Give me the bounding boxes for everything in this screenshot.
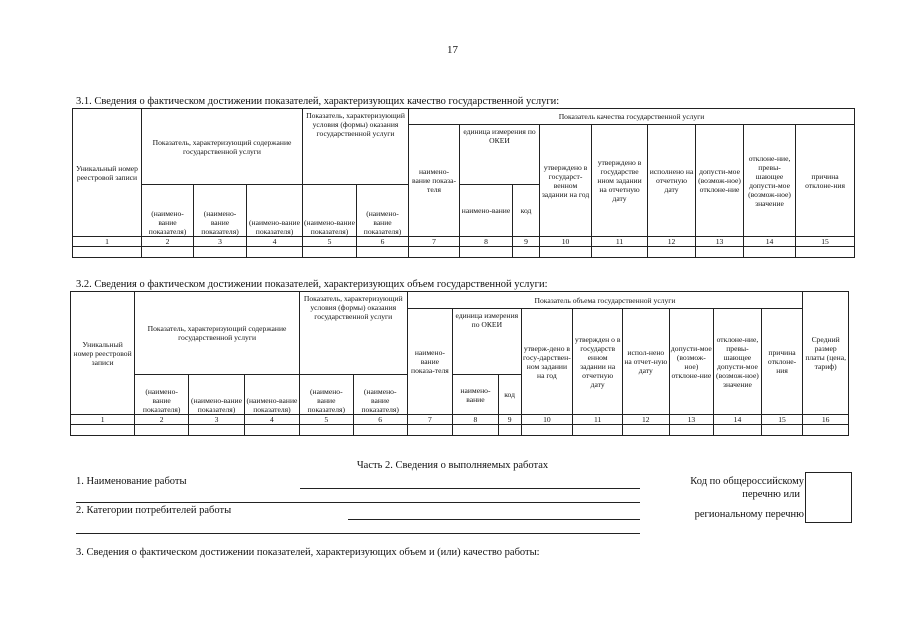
work-name-label: 1. Наименование работы: [76, 476, 187, 487]
conditions-indicator-header: Показатель, характеризующий условия (формы) оказания государственной услуги: [299, 292, 407, 375]
table-cell[interactable]: [761, 425, 803, 436]
content-indicator-header: Показатель, характеризующий содержание государственной услуги: [135, 292, 300, 375]
approved-date-header: утвержден о в государств енном задании на отчетную дату: [573, 309, 623, 415]
volume-group-header: Показатель объема государственной услуги: [407, 292, 803, 309]
table-cell[interactable]: [648, 247, 696, 258]
executed-header: исполнено на отчетную дату: [648, 125, 696, 237]
col-num: 16: [803, 415, 849, 425]
table-cell[interactable]: [744, 247, 796, 258]
col-num: 10: [540, 237, 592, 247]
col-num: 4: [244, 415, 299, 425]
table-cell[interactable]: [299, 425, 353, 436]
col-num: 1: [71, 415, 135, 425]
col-num: 6: [353, 415, 407, 425]
page-number: 17: [447, 44, 458, 56]
col-num: 2: [142, 237, 194, 247]
table-cell[interactable]: [803, 425, 849, 436]
allowed-deviation-header: допусти-мое (возмож-ное) отклоне-ние: [696, 125, 744, 237]
col-num: 3: [194, 237, 247, 247]
section-3-title: 3. Сведения о фактическом достижении показателей, характеризующих объем и (или) качество работы:: [76, 547, 540, 558]
work-name-line[interactable]: [300, 488, 640, 489]
table-cell[interactable]: [669, 425, 714, 436]
allowed-deviation-header: допусти-мое (возмож-ное) отклоне-ние: [669, 309, 714, 415]
col-num: 8: [453, 415, 499, 425]
table-cell[interactable]: [453, 425, 499, 436]
average-fee-header: Средний размер платы (цена, тариф): [803, 292, 849, 415]
indicator-name-sub-4: (наимено-вание показателя): [299, 375, 353, 415]
col-num: 13: [669, 415, 714, 425]
table-cell[interactable]: [521, 425, 573, 436]
col-num: 15: [796, 237, 855, 247]
exceed-deviation-header: отклоне-ние, превы-шающее допусти-мое (возмож-ное) значение: [714, 309, 762, 415]
table-cell[interactable]: [189, 425, 245, 436]
work-name-line-2[interactable]: [76, 502, 640, 503]
col-num: 4: [247, 237, 303, 247]
deviation-reason-header: причина отклоне-ния: [761, 309, 803, 415]
table-cell[interactable]: [460, 247, 513, 258]
table-cell[interactable]: [71, 425, 135, 436]
unit-name-header: наимено-вание: [460, 185, 513, 237]
approved-date-header: утверждено в государстве нном задании на отчетную дату: [592, 125, 648, 237]
unit-okei-header: единица измерения по ОКЕИ: [460, 125, 540, 185]
table-cell[interactable]: [357, 247, 409, 258]
data-row: [71, 425, 849, 436]
table-cell[interactable]: [407, 425, 453, 436]
column-numbers-row: [73, 237, 855, 247]
indicator-name-sub-4: (наимено-вание показателя): [303, 185, 357, 237]
col-num: 14: [714, 415, 762, 425]
unit-okei-header: единица измерения по ОКЕИ: [453, 309, 521, 375]
unique-number-header: Уникальный номер реестровой записи: [73, 109, 142, 237]
consumers-line[interactable]: [348, 519, 640, 520]
table-cell[interactable]: [573, 425, 623, 436]
consumers-label: 2. Категории потребителей работы: [76, 505, 232, 516]
quality-indicators-table: [72, 108, 855, 258]
col-num: 9: [498, 415, 521, 425]
indicator-name-header: наимено-вание показа-теля: [407, 309, 453, 415]
unique-number-header: Уникальный номер реестровой записи: [71, 292, 135, 415]
column-numbers-row: [71, 415, 849, 425]
indicator-name-sub-3: (наимено-вание показателя): [247, 185, 303, 237]
part-2-title: Часть 2. Сведения о выполняемых работах: [356, 460, 549, 471]
data-row: [73, 247, 855, 258]
col-num: 12: [623, 415, 670, 425]
code-label-line-3: региональному перечню: [694, 509, 804, 520]
table-cell[interactable]: [623, 425, 670, 436]
indicator-name-sub-1: (наимено-вание показателя): [142, 185, 194, 237]
table-cell[interactable]: [714, 425, 762, 436]
col-num: 2: [135, 415, 189, 425]
col-num: 11: [592, 237, 648, 247]
table-cell[interactable]: [142, 247, 194, 258]
col-num: 6: [357, 237, 409, 247]
deviation-reason-header: причина отклоне-ния: [796, 125, 855, 237]
col-num: 15: [761, 415, 803, 425]
table-cell[interactable]: [303, 247, 357, 258]
col-num: 5: [299, 415, 353, 425]
col-num: 9: [513, 237, 540, 247]
col-num: 14: [744, 237, 796, 247]
col-num: 12: [648, 237, 696, 247]
unit-code-header: код: [498, 375, 521, 415]
section-3-2-title: 3.2. Сведения о фактическом достижении показателей, характеризующих объем государственной услуги:: [76, 279, 548, 290]
col-num: 1: [73, 237, 142, 247]
volume-indicators-table: [70, 291, 849, 436]
col-num: 7: [407, 415, 453, 425]
col-num: 8: [460, 237, 513, 247]
col-num: 5: [303, 237, 357, 247]
indicator-name-sub-3: (наимено-вание показателя): [244, 375, 299, 415]
table-cell[interactable]: [696, 247, 744, 258]
table-cell[interactable]: [498, 425, 521, 436]
table-cell[interactable]: [592, 247, 648, 258]
executed-header: испол-нено на отчет-ную дату: [623, 309, 670, 415]
code-box[interactable]: [805, 472, 852, 523]
indicator-name-sub-5: (наимено-вание показателя): [357, 185, 409, 237]
table-cell[interactable]: [513, 247, 540, 258]
table-cell[interactable]: [194, 247, 247, 258]
col-num: 7: [409, 237, 460, 247]
table-cell[interactable]: [244, 425, 299, 436]
table-cell[interactable]: [73, 247, 142, 258]
conditions-indicator-header: Показатель, характеризующий условия (формы) оказания государственной услуги: [303, 109, 409, 185]
approved-year-header: утверж-дено в госу-дарствен-ном задании на год: [521, 309, 573, 415]
indicator-name-sub-2: (наимено-вание показателя): [194, 185, 247, 237]
table-cell[interactable]: [247, 247, 303, 258]
content-indicator-header: Показатель, характеризующий содержание государственной услуги: [142, 109, 303, 185]
unit-name-header: наимено-вание: [453, 375, 499, 415]
table-cell[interactable]: [135, 425, 189, 436]
code-label-line-2: перечню или: [742, 489, 800, 500]
indicator-name-sub-5: (наимено-вание показателя): [353, 375, 407, 415]
code-label-line-1: Код по общероссийскому: [690, 476, 804, 487]
col-num: 3: [189, 415, 245, 425]
col-num: 13: [696, 237, 744, 247]
indicator-name-header: наимено-вание показа-теля: [409, 125, 460, 237]
table-cell[interactable]: [796, 247, 855, 258]
consumers-line-2[interactable]: [76, 533, 640, 534]
indicator-name-sub-1: (наимено-вание показателя): [135, 375, 189, 415]
section-3-1-title: 3.1. Сведения о фактическом достижении показателей, характеризующих качество государственной услуги:: [76, 96, 560, 107]
col-num: 10: [521, 415, 573, 425]
unit-code-header: код: [513, 185, 540, 237]
table-cell[interactable]: [409, 247, 460, 258]
indicator-name-sub-2: (наимено-вание показателя): [189, 375, 245, 415]
exceed-deviation-header: отклоне-ние, превы-шающее допусти-мое (возмож-ное) значение: [744, 125, 796, 237]
col-num: 11: [573, 415, 623, 425]
approved-year-header: утверждено в государст-венном задании на год: [540, 125, 592, 237]
table-cell[interactable]: [353, 425, 407, 436]
table-cell[interactable]: [540, 247, 592, 258]
quality-group-header: Показатель качества государственной услуги: [409, 109, 855, 125]
